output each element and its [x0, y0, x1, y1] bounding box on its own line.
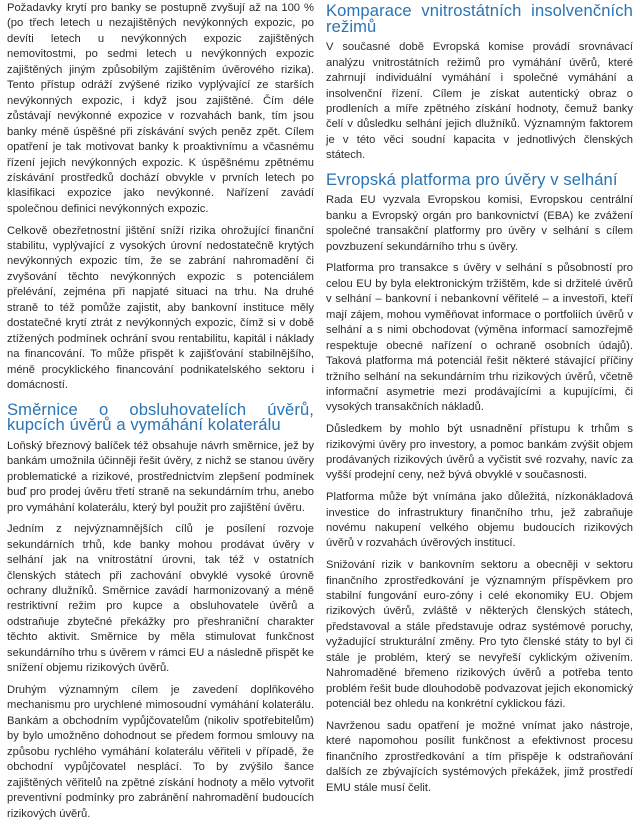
heading-credit-servicers-directive: Směrnice o obsluhovatelích úvěrů, kupcích úvěrů a vymáhání kolaterálu [7, 399, 314, 435]
paragraph-coverage-requirements: Požadavky krytí pro banky se postupně zvyšují až na 100 % (po třech letech u nezajištěných nevýkonných expozic, po devíti letech u nevýkonných expozic zajištěných nemovitostmi, po sedmi letech u nevýkonných expozic zajištěných jiným způsobilým zajištěním úvěrového rizika). Tento přístup odráží zvýšené riziko vyplývající ze starších nevýkonných expozic, i když jsou zajištěné. Čím déle zůstávají nevýkonné expozice v rozvahách bank, tím jsou banky méně úspěšné při získávání svých peněz zpět. Cílem opatření je tak motivovat banky k proaktivnímu a včasnému řízení jejich nevýkonných expozic. K úspěšnému zpětnému získávání prostředků dochází obvykle v prvních letech po klasifikaci expozice jako nevýkonné. Nařízení zavádí společnou definici nevýkonných expozic. [7, 2, 314, 215]
heading-insolvency-comparison: Komparace vnitrostátních insolvenčních režimů [326, 1, 633, 36]
paragraph-council-call: Rada EU vyzvala Evropskou komisi, Evropskou centrální banku a Evropský orgán pro bankovnictví (EBA) ke zvážení společné transakční platformy pro úvěry v selhání s cílem povzbuzení sekundárního trhu s úvěry. [326, 194, 633, 253]
right-column [326, 0, 633, 802]
paragraph-measures-conclusion: Navrženou sadu opatření je možné vnímat jako nástroje, které napomohou posílit funkčnost a efektivnost procesu finančního zprostředkování a tím přispěje k odstraňování dalších ze zbývajících systémových překážek, jimž prostředí EMU stále musí čelit. [326, 719, 633, 794]
heading-npl-platform: Evropská platforma pro úvěry v selhání [326, 169, 618, 189]
paragraph-low-cost-investment: Platforma může být vnímána jako důležitá, nízkonákladová investice do infrastruktury finančního trhu, jež zabraňuje novému nakupení velkého objemu budoucích rizikových úvěrů v rozvahách úvěrových institucí. [326, 491, 633, 550]
paragraph-prudential-backstop: Celkově obezřetnostní jištění sníží rizika ohrožující finanční stabilitu, vyplývající z vysokých úrovní nedostatečně krytých nevýkonných expozic tím, že se zabrání nahromadění či zvyšování těchto nevýkonných expozic s potenciálem přelévání, zejména při napjaté situaci na trhu. Na druhé straně to též pomůže zajistit, aby bankovní instituce měly dostatečné krytí ztrát z nevýkonných expozic, čímž si v době ztížených podmínek ochrání svou rentabilitu, kapitál i náklady na financování. To může přispět k zajišťování stabilnějšího, méně procyklického financování podnikatelského sektoru i domácností. [7, 224, 314, 392]
paragraph-collateral-enforcement: Druhým významným cílem je zavedení doplňkového mechanismu pro urychlené mimosoudní vymáhání kolaterálu. Bankám a obchodním vypůjčovatelům (nikoliv spotřebitelům) by bylo umožněno dohodnout se předem formou smlouvy na způsobu rychlého vymáhání kolaterálu věřiteli v případě, že obchodní vypůjčovatel nesplácí. To by zvýšilo šance zajištěných věřitelů na zpětné získání hodnoty a mělo vytvořit preventivní podmínky pro zabránění nahromadění budoucích rizikových úvěrů. [7, 683, 314, 820]
left-column [7, 0, 314, 828]
paragraph-directive-proposal: Loňský březnový balíček též obsahuje návrh směrnice, jež by bankám umožnila účinněji řešit úvěry, z nichž se stanou úvěry problematické a rizikové, prostřednictvím zlepšení podmínek buď pro prodej úvěru třetí straně na sekundárním trhu, anebo pro vymáhání kolaterálu, který byl použit pro zajištění úvěru. [7, 439, 314, 514]
paragraph-risk-reduction: Snižování rizik v bankovním sektoru a obecněji v sektoru finančního zprostředkování je významným příspěvkem pro stabilní fungování euro-zóny i celé ekonomiky EU. Objem rizikových úvěrů, zvláště v některých členských státech, představoval a stále představuje odraz systémové poruchy, vyžadující strukturální změny. Pro tyto členské státy to byl či stále je problém, který se nevyřeší cyklickým oživením. Nahromaděné břemeno rizikových úvěrů a potřeba tento problém řešit bude dlouhodobě podvazovat jejich ekonomický potenciál bez ohledu na konkrétní cyklickou fázi. [326, 559, 633, 711]
paragraph-consequences: Důsledkem by mohlo být usnadnění přístupu k trhům s rizikovými úvěry pro investory, a pomoc bankám zvýšit objem prodávaných rizikových úvěrů a vyčistit své rozvahy, navíc za vyšší prodejní ceny, než bývá obvyklé v současnosti. [326, 423, 633, 482]
paragraph-secondary-markets: Jedním z nejvýznamnějších cílů je posílení rozvoje sekundárních trhů, kde banky mohou prodávat úvěry v selhání jak na vnitrostátní úrovni, tak též v ostatních členských státech při zachování obvyklé vysoké úrovně ochrany dlužníků. Směrnice zavádí harmonizovaný a méně restriktivní režim pro kupce a obsluhovatele úvěrů a odstraňuje zbytečné překážky pro přeshraniční charakter těchto aktivit. Směrnice by měla stimulovat funkčnost sekundárního trhu s úvěrem v rámci EU a následně přispět ke snížení objemu rizikových úvěrů. [7, 523, 314, 675]
paragraph-benchmarking: V současné době Evropská komise provádí srovnávací analýzu vnitrostátních režimů pro vymáhání úvěrů, které zahrnují individuální vymáhání i společné vymáhání a insolvenční řízení. Cílem je získat autentický obraz o prodleních a míře zpětného získání hodnoty, čemuž banky čelí v důsledku selhání jejich dlužníků. Významným faktorem je v této věci soudní kapacita v jednotlivých členských státech. [326, 41, 633, 162]
paragraph-platform-description: Platforma pro transakce s úvěry v selhání s působností pro celou EU by byla elektronickým tržištěm, kde si držitelé úvěrů v selhání – bankovní i nebankovní věřitelé – a investoři, kteří mají zájem, mohou vyměňovat informace o portfoliích úvěrů v selhání a s nimi obchodovat (výměna informací samozřejmě respektuje obecné nařízení o ochraně osobních údajů). Taková platforma má potenciál řešit některé stávající příčiny tržního selhání na sekundárním trhu rizikových úvěrů, včetně informační asymetrie mezi prodávajícími a kupujícími, či vysokých transakčních nákladů. [326, 262, 633, 414]
